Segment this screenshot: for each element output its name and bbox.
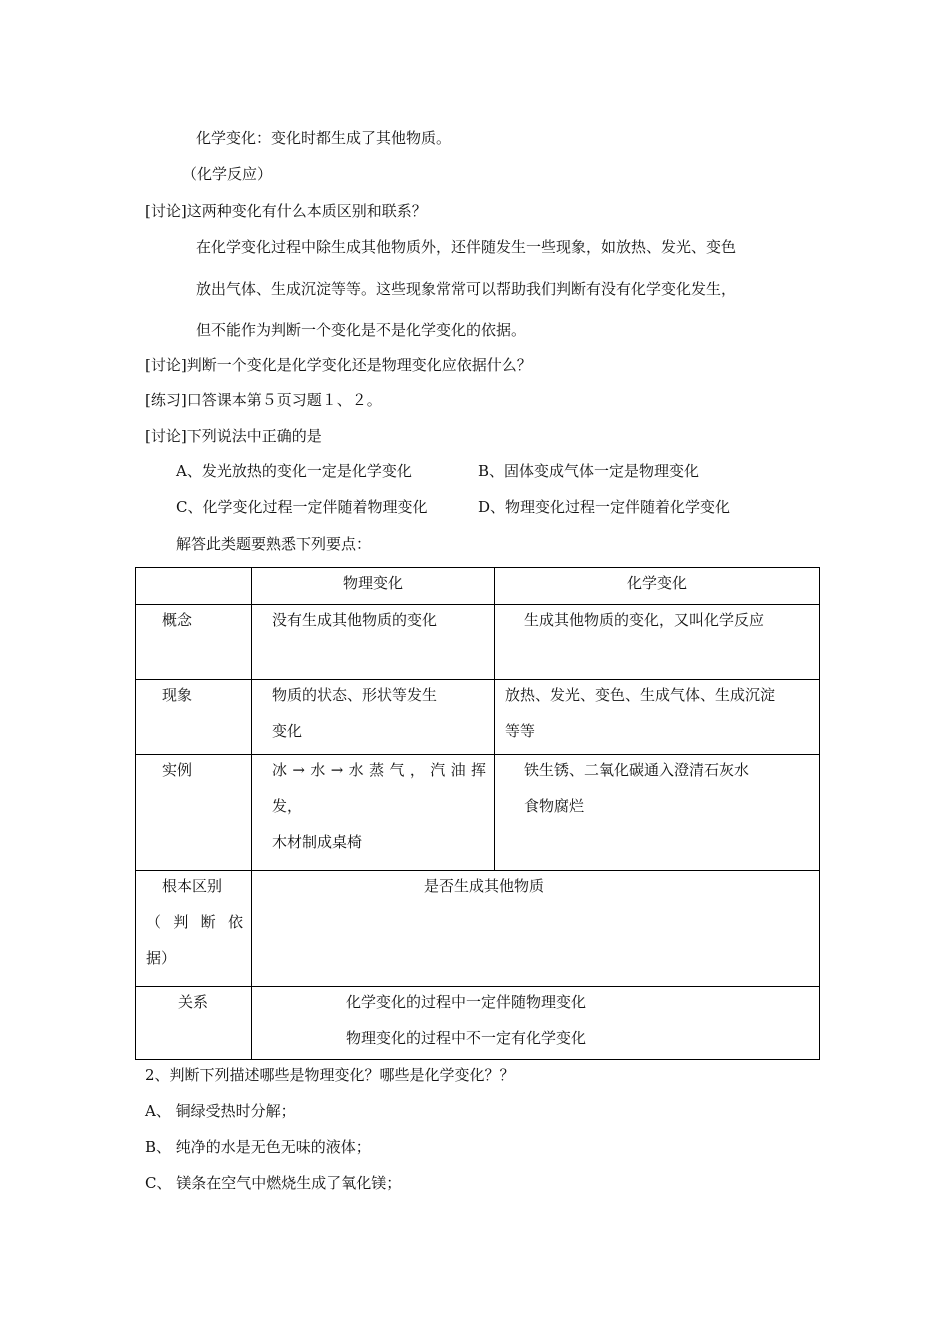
row-label-difference: 根本区别 （判断依 据） — [136, 871, 252, 987]
table-row-example — [136, 755, 820, 871]
cell-example-chemical: 铁生锈、二氧化碳通入澄清石灰水 食物腐烂 — [495, 755, 820, 871]
cell-phenomenon-physical: 物质的状态、形状等发生 变化 — [252, 680, 495, 755]
text-line: 化学变化：变化时都生成了其他物质。 — [196, 129, 452, 147]
text-line: （化学反应） — [182, 165, 273, 183]
exercise-line: [练习]口答课本第５页习题１、２。 — [145, 391, 382, 409]
text-line: 但不能作为判断一个变化是不是化学变化的依据。 — [196, 321, 527, 339]
cell-difference-content: 是否生成其他物质 — [252, 871, 820, 987]
text-line: 解答此类题要熟悉下列要点： — [176, 535, 372, 553]
option-d: D、物理变化过程一定伴随着化学变化 — [478, 498, 731, 516]
cell-concept-chemical: 生成其他物质的变化，又叫化学反应 — [495, 605, 820, 680]
table-row-difference — [136, 871, 820, 987]
option-a: A、发光放热的变化一定是化学变化 — [176, 462, 412, 480]
discussion-line: [讨论]判断一个变化是化学变化还是物理变化应依据什么？ — [145, 356, 532, 374]
row-label-phenomenon: 现象 — [136, 680, 252, 755]
question-item-c: C、 镁条在空气中燃烧生成了氧化镁； — [145, 1174, 402, 1192]
table-header-row — [136, 568, 820, 605]
comparison-table — [135, 567, 820, 1060]
table-row-relation — [136, 987, 820, 1060]
text-line: 放出气体、生成沉淀等等。这些现象常常可以帮助我们判断有没有化学变化发生， — [196, 280, 737, 298]
question-item-a: A、 铜绿受热时分解； — [145, 1102, 296, 1120]
table-header-physical: 物理变化 — [252, 568, 495, 605]
cell-relation-content: 化学变化的过程中一定伴随物理变化 物理变化的过程中不一定有化学变化 — [252, 987, 820, 1060]
cell-example-physical: 冰→水→水蒸气，汽油挥 发， 木材制成桌椅 — [252, 755, 495, 871]
discussion-line: [讨论]这两种变化有什么本质区别和联系？ — [145, 202, 427, 220]
option-b: B、固体变成气体一定是物理变化 — [478, 462, 700, 480]
row-label-example: 实例 — [136, 755, 252, 871]
table-row-phenomenon — [136, 680, 820, 755]
row-label-concept: 概念 — [136, 605, 252, 680]
table-header-chemical: 化学变化 — [495, 568, 820, 605]
cell-phenomenon-chemical: 放热、发光、变色、生成气体、生成沉淀 等等 — [495, 680, 820, 755]
question-item-b: B、 纯净的水是无色无味的液体； — [145, 1138, 371, 1156]
row-label-relation: 关系 — [136, 987, 252, 1060]
question-title: 2、判断下列描述哪些是物理变化？哪些是化学变化？？ — [145, 1066, 515, 1084]
cell-concept-physical: 没有生成其他物质的变化 — [252, 605, 495, 680]
text-line: 在化学变化过程中除生成其他物质外，还伴随发生一些现象，如放热、发光、变色 — [196, 238, 737, 256]
table-cell-empty — [136, 568, 252, 605]
table-row-concept — [136, 605, 820, 680]
option-c: C、化学变化过程一定伴随着物理变化 — [176, 498, 428, 516]
discussion-line: [讨论]下列说法中正确的是 — [145, 427, 322, 445]
